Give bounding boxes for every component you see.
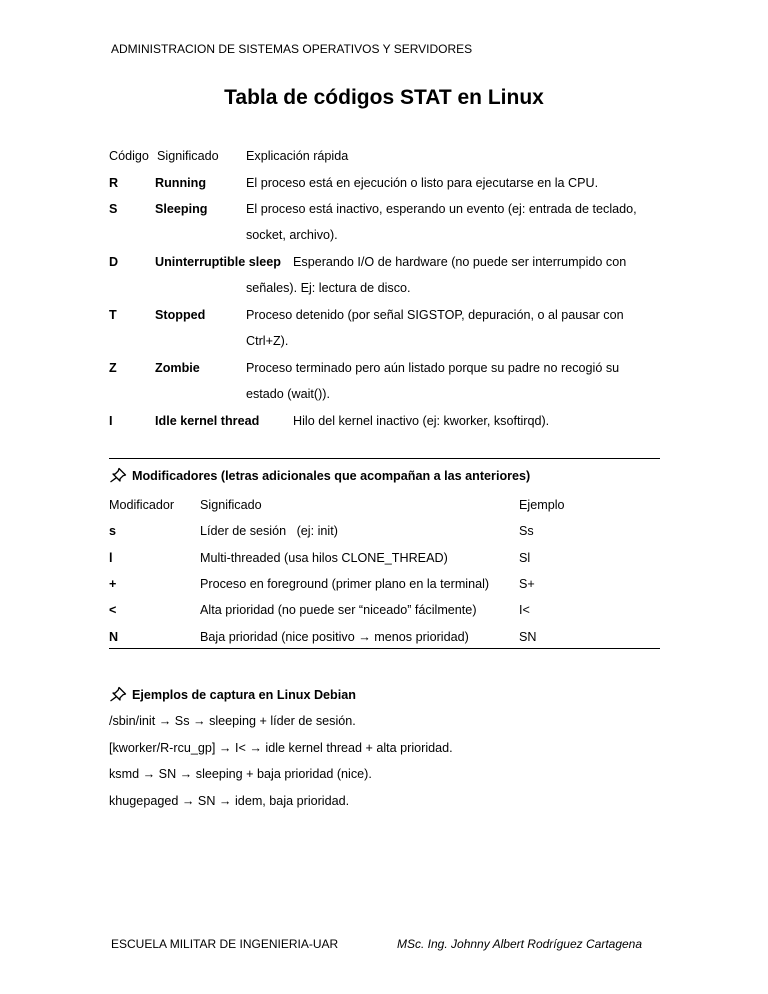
explanation-cell: Hilo del kernel inactivo (ej: kworker, ksoftirqd). xyxy=(293,414,550,428)
modifier-cell: N xyxy=(109,630,119,644)
col-header-meaning: Significado xyxy=(200,498,262,512)
example-cell: Sl xyxy=(519,551,531,565)
example-line: [kworker/R-rcu_gp] → I< → idle kernel thread + alta prioridad. xyxy=(109,741,453,755)
page-title: Tabla de códigos STAT en Linux xyxy=(224,86,544,109)
code-cell: D xyxy=(109,255,119,269)
explanation-cell-cont: estado (wait()). xyxy=(246,387,330,401)
code-cell: T xyxy=(109,308,117,322)
col-header-modifier: Modificador xyxy=(109,498,175,512)
meaning-cell: Uninterruptible sleep xyxy=(155,255,281,269)
divider xyxy=(109,458,660,459)
example-line: /sbin/init → Ss → sleeping + líder de sesión. xyxy=(109,714,356,728)
meaning-cell: Stopped xyxy=(155,308,206,322)
modifier-cell: < xyxy=(109,603,117,617)
meaning-cell: Zombie xyxy=(155,361,200,375)
examples-heading-text: Ejemplos de captura en Linux Debian xyxy=(132,688,356,702)
code-cell: I xyxy=(109,414,113,428)
modifier-cell: + xyxy=(109,577,117,591)
modifiers-heading-text: Modificadores (letras adicionales que acompañan a las anteriores) xyxy=(132,469,531,483)
footer-author: MSc. Ing. Johnny Albert Rodríguez Cartagena xyxy=(397,937,643,951)
meaning-cell: Baja prioridad (nice positivo → menos prioridad) xyxy=(200,630,469,644)
meaning-cell: Idle kernel thread xyxy=(155,414,260,428)
explanation-cell: El proceso está en ejecución o listo para ejecutarse en la CPU. xyxy=(246,176,599,190)
code-cell: Z xyxy=(109,361,117,375)
meaning-cell: Alta prioridad (no puede ser “niceado” fácilmente) xyxy=(200,603,477,617)
col-header-explanation: Explicación rápida xyxy=(246,149,349,163)
example-cell: SN xyxy=(519,630,537,644)
meaning-cell: Líder de sesión (ej: init) xyxy=(200,524,338,538)
explanation-cell: Esperando I/O de hardware (no puede ser interrumpido con xyxy=(293,255,627,269)
modifier-cell: s xyxy=(109,524,117,538)
explanation-cell-cont: señales). Ej: lectura de disco. xyxy=(246,281,411,295)
examples-heading xyxy=(109,686,356,702)
example-line: khugepaged → SN → idem, baja prioridad. xyxy=(109,794,350,808)
meaning-cell: Proceso en foreground (primer plano en la terminal) xyxy=(200,577,490,591)
code-cell: R xyxy=(109,176,119,190)
example-line: ksmd → SN → sleeping + baja prioridad (nice). xyxy=(109,767,372,781)
pushpin-icon xyxy=(109,686,127,702)
meaning-cell: Multi-threaded (usa hilos CLONE_THREAD) xyxy=(200,551,448,565)
pushpin-icon xyxy=(109,467,127,483)
example-cell: S+ xyxy=(519,577,535,591)
explanation-cell-cont: socket, archivo). xyxy=(246,228,338,242)
modifier-cell: l xyxy=(109,551,113,565)
modifiers-heading xyxy=(109,467,530,483)
example-cell: Ss xyxy=(519,524,534,538)
page-header: ADMINISTRACION DE SISTEMAS OPERATIVOS Y SERVIDORES xyxy=(111,42,473,56)
explanation-cell-cont: Ctrl+Z). xyxy=(246,334,289,348)
meaning-cell: Sleeping xyxy=(155,202,208,216)
example-cell: I< xyxy=(519,603,530,617)
explanation-cell: Proceso terminado pero aún listado porque su padre no recogió su xyxy=(246,361,620,375)
explanation-cell: Proceso detenido (por señal SIGSTOP, depuración, o al pausar con xyxy=(246,308,624,322)
col-header-code: Código xyxy=(109,149,149,163)
footer-institution: ESCUELA MILITAR DE INGENIERIA-UAR xyxy=(111,937,339,951)
code-cell: S xyxy=(109,202,118,216)
col-header-meaning: Significado xyxy=(157,149,219,163)
meaning-cell: Running xyxy=(155,176,207,190)
col-header-example: Ejemplo xyxy=(519,498,565,512)
divider xyxy=(109,648,660,649)
explanation-cell: El proceso está inactivo, esperando un evento (ej: entrada de teclado, xyxy=(246,202,637,216)
